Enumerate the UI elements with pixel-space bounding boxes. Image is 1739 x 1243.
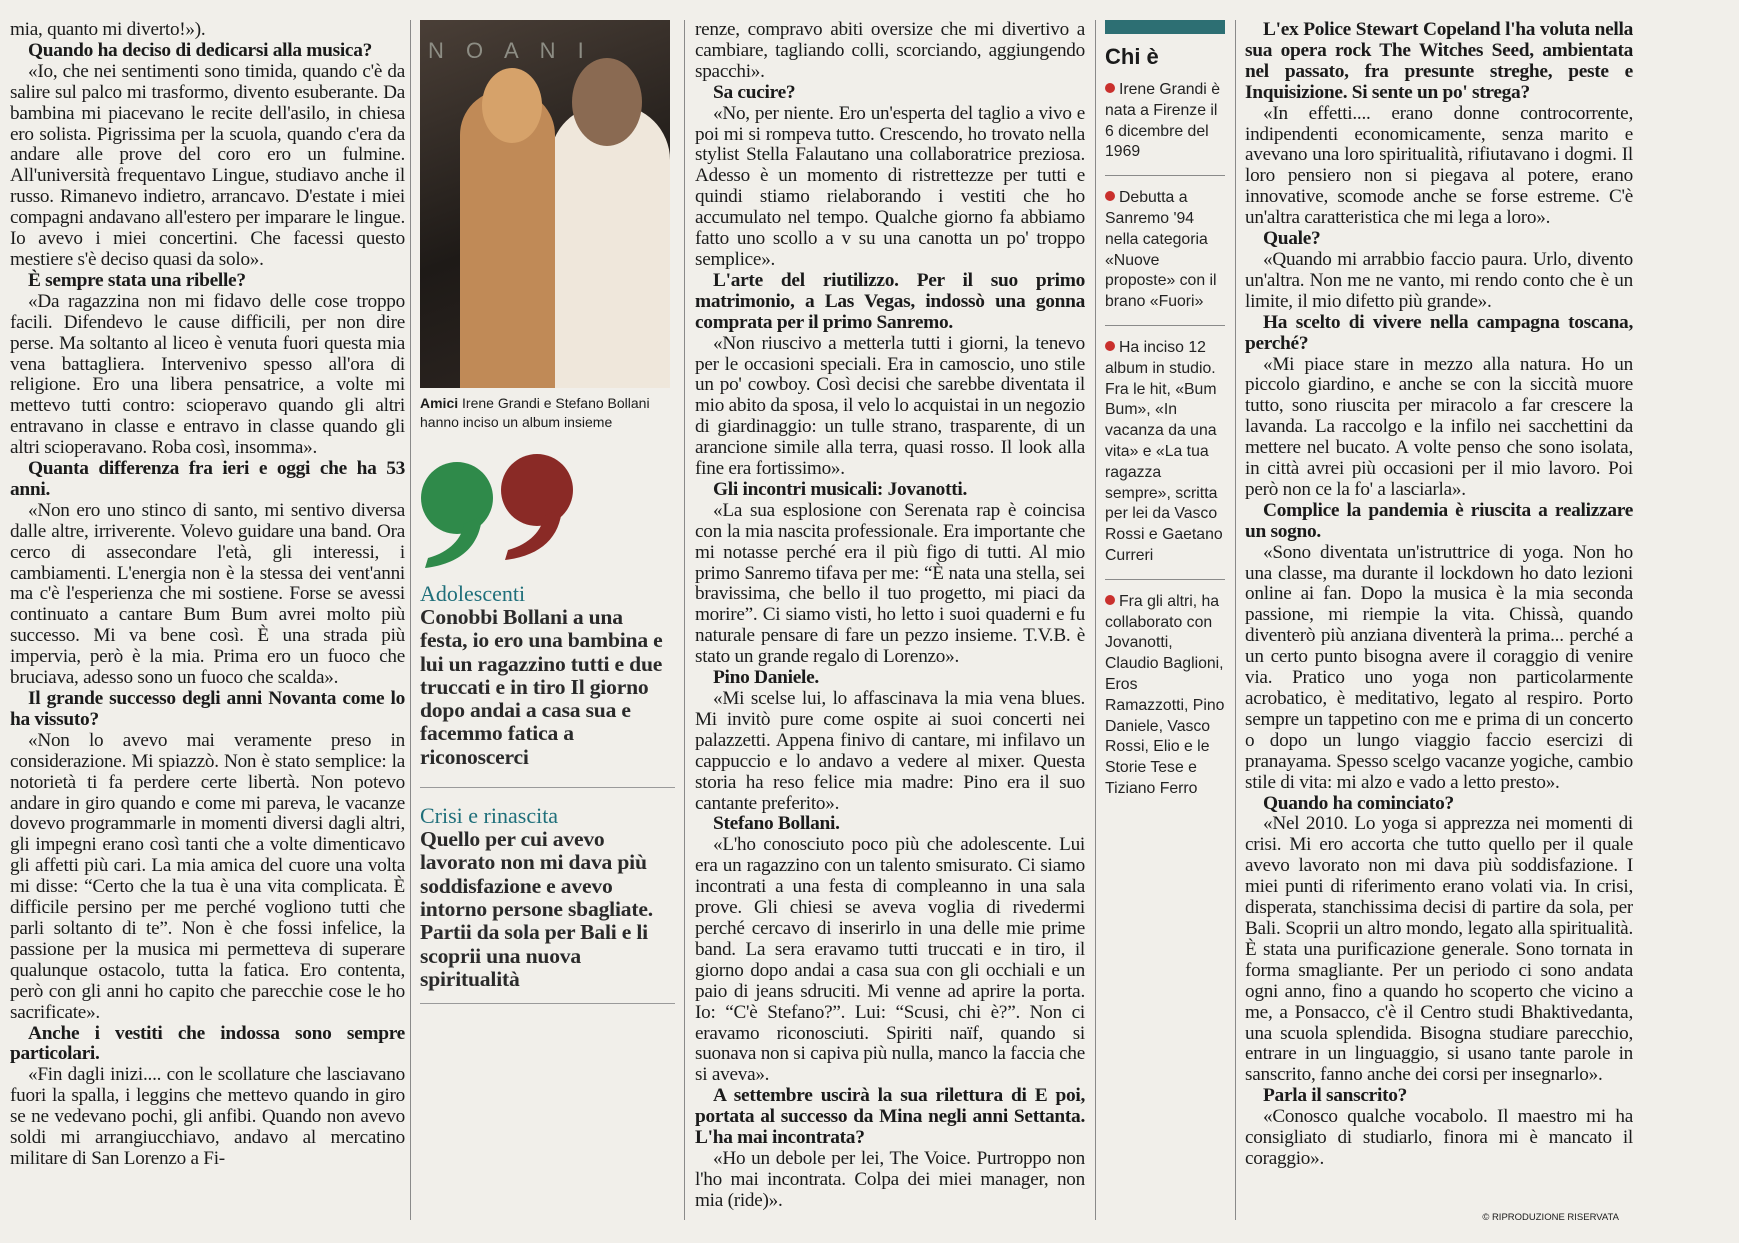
photo-pullquote-column — [420, 20, 675, 1232]
interview-answer: «Mi piace stare in mezzo alla natura. Ho un piccolo giardino, e anche se con la siccità muore tutto, sono riuscita per miracolo a far crescere la lavanda. La raccolgo e la infilo nei sacchettini da mettere nel bucato. A volte penso che sono isolata, in città avrei più occasioni per il mio lavoro. Poi però non ce la fo' a lasciarla». — [1245, 353, 1633, 500]
interview-answer: «Non riuscivo a metterla tutti i giorni, la tenevo per le occasioni speciali. Era in camoscio, uno stile un po' cowboy. Così decisi che sarebbe diventata il mio abito da sposa, il velo lo acquistai in un negozio di giardinaggio: un tulle strano, trasparente, di un arancione simile alla terra, quasi rosso. Il look alla fine era fortissimo». — [695, 332, 1085, 480]
interview-answer: «Non ero uno stinco di santo, mi sentivo diversa dalle altre, irriverente. Volevo guidare una band. Ora cerco di assecondare l'età, gli interessi, i cambiamenti. L'energia non è la stessa dei vent'anni ma c'è l'esperienza che mi sostiene. Forse se avessi continuato a cantare Bum Bum avrei molto più successo. Mi va bene così. È una strada più impervia, però è la mia. Prima ero un fuoco che bruciava, adesso sono un fuoco che scalda». — [10, 499, 405, 689]
interview-answer: «Io, che nei sentimenti sono timida, quando c'è da salire sul palco mi trasformo, divento esuberante. Da bambina mi piacevano le recite dell'asilo, in chiesa ero solista. Pigrissima per la scuola, quando c'era da andare alle prove del coro ero un fulmine. All'università frequentavo Lingue, studiavo anche il russo. Rimanevo indietro, arrancavo. D'estate i miei compagni andavano all'estero per imparare le lingue. Io avevo i miei concertini. Che facessi questo mestiere s'è deciso quasi da solo». — [10, 60, 405, 270]
sidebar-accent-bar — [1105, 20, 1225, 34]
sidebar-item: Debutta a Sanremo '94 nella categoria «Nuove proposte» con il brano «Fuori» — [1105, 189, 1217, 311]
interview-question: Complice la pandemia è riuscita a realizzare un sogno. — [1245, 499, 1633, 542]
interview-question: L'arte del riutilizzo. Per il suo primo matrimonio, a Las Vegas, indossò una gonna comprata per il primo Sanremo. — [695, 269, 1085, 333]
interview-answer: «Fin dagli inizi.... con le scollature che lasciavano fuori la spalla, i leggins che mettevo quando in giro se ne vedevano pochi, gli anfibi. Quando non avevo soldi mi arrangiucchiavo, andavo al mercatino militare di San Lorenzo a Fi- — [10, 1064, 405, 1169]
sidebar-item: Ha inciso 12 album in studio. Fra le hit, «Bum Bum», «In vacanza da una vita» e «La tua ragazza sempre», scritta per lei da Vasco Rossi e Gaetano Curreri — [1105, 338, 1223, 564]
interview-question: Gli incontri musicali: Jovanotti. — [713, 478, 968, 500]
pullquote-kicker-2: Crisi e rinascita — [420, 803, 559, 829]
interview-answer: «Mi scelse lui, lo affascinava la mia vena blues. Mi invitò pure come ospite ai suoi concerti nei palazzetti. Appena finivo di cantare, mi infilavo un cappuccio e lo andavo a vedere al mixer. Questa storia ha reso felice mia madre: Pino era il suo cantante preferito». — [695, 688, 1085, 814]
article-column-5 — [1245, 20, 1633, 1232]
quote-mark-icon — [420, 446, 675, 576]
sidebar-separator — [1105, 579, 1225, 580]
sidebar-title: Chi è — [1105, 44, 1159, 69]
interview-answer: «Quando mi arrabbio faccio paura. Urlo, divento un'altra. Non me ne vanto, mi rendo conto che è un limite, il mio difetto più grande». — [1245, 248, 1633, 312]
interview-question: Anche i vestiti che indossa sono sempre particolari. — [10, 1022, 405, 1065]
interview-answer: «L'ho conosciuto poco più che adolescente. Lui era un ragazzino con un talento smisurato. Ci siamo incontrati a una festa di compleanno in una sala prove. Gli chiesi se aveva voglia di rivedermi perché cercavo di inserirlo in una delle mie prime band. La sera eravamo tutti truccati e in tiro, il giorno dopo andai a casa sua con gli occhiali e un paio di jeans sdruciti. Mi venne ad aprire la porta. Io: “C'è Stefano?”. Lui: “Scusi, chi è?”. Non ci eravamo riconosciuti. Spiriti naïf, quando si suonava non si capiva più nulla, manco la faccia che si aveva». — [695, 834, 1085, 1086]
interview-question: A settembre uscirà la sua rilettura di E poi, portata al successo da Mina negli anni Settanta. L'ha mai incontrata? — [695, 1085, 1085, 1149]
interview-answer: «Da ragazzina non mi fidavo delle cose troppo facili. Difendevo le cause difficili, per non dire perse. Ma soltanto al liceo è venuta fuori questa mia vena battagliera. Intervenivo spesso all'ora di religione. Ero una libera pensatrice, a volte mi mettevo tutti contro: scioperavo quando gli altri entravano in classe e entravo in classe quando gli altri scioperavano. Roba così, insomma». — [10, 290, 405, 459]
article-column-3 — [695, 20, 1085, 1232]
pullquote-text-2: Quello per cui avevo lavorato non mi dava più soddisfazione e avevo intorno persone sbagliate. Partii da sola per Bali e li scoprii una nuova spiritualità — [420, 827, 653, 991]
column-divider — [410, 20, 411, 1220]
sidebar-separator — [1105, 175, 1225, 176]
column-divider — [1095, 20, 1096, 1220]
interview-answer: renze, compravo abiti oversize che mi divertivo a cambiare, tagliando colli, scorciando, aggiungendo spacchi». — [695, 20, 1085, 82]
photo-irene-grandi-stefano-bollani — [420, 20, 670, 388]
sidebar-separator — [1105, 325, 1225, 326]
interview-question: Pino Daniele. — [713, 667, 819, 689]
interview-question: Quando ha deciso di dedicarsi alla musica? — [28, 39, 373, 61]
column-divider — [1235, 20, 1236, 1220]
interview-question: Quando ha cominciato? — [1263, 792, 1454, 814]
interview-question: È sempre stata una ribelle? — [28, 269, 246, 291]
interview-question: L'ex Police Stewart Copeland l'ha voluta nella sua opera rock The Witches Seed, ambientata nel passato, fra presunte streghe, peste e Inquisizione. Si sente un po' strega? — [1245, 20, 1633, 103]
interview-answer: «La sua esplosione con Serenata rap è coincisa con la mia nascita professionale. Era importante che mi notasse perché era il più figo di tutti. Al mio primo Sanremo tifava per me: “È nata una stella, sei bravissima, che bello il tuo progetto, mi piaci da morire”. Ci siamo visti, ho letto i suoi quaderni e fu naturale pensare di fare un pezzo insieme. T.V.B. è stato un grande regalo di Lorenzo». — [695, 499, 1085, 668]
bullet-icon — [1105, 595, 1115, 605]
copyright-notice: © RIPRODUZIONE RISERVATA — [1482, 1212, 1619, 1223]
sidebar-item: Fra gli altri, ha collaborato con Jovanotti, Claudio Baglioni, Eros Ramazzotti, Pino Daniele, Vasco Rossi, Elio e le Storie Tese e Tiziano Ferro — [1105, 592, 1225, 797]
interview-question: Ha scelto di vivere nella campagna toscana, perché? — [1245, 311, 1633, 354]
pullquote-divider — [420, 787, 675, 788]
quote-mark-right-icon — [501, 454, 573, 560]
quote-mark-left-icon — [421, 462, 493, 568]
pullquote-kicker-1: Adolescenti — [420, 581, 526, 606]
bullet-icon — [1105, 341, 1115, 351]
interview-answer: «Nel 2010. Lo yoga si apprezza nei momenti di crisi. Mi ero accorta che tutto quello per il quale avevo lavorato non mi dava più soddisfazione. I miei punti di riferimento erano volati via. In crisi, disperata, stanchissima decisi di partire da sola, per Bali. Scoprii un altro mondo, legato alla spiritualità. È stata una purificazione generale. Sono tornata in forma smagliante. Per un periodo ci sono andata ogni anno, fino a quando ho scoperto che vicino a me, a Ponsacco, c'è il Centro studi Bhaktivedanta, una scuola splendida. Bisogna studiare parecchio, entrare in un linguaggio, si usano tante parole in sanscrito, fanno anche dei corsi per insegnarlo». — [1245, 813, 1633, 1086]
caption-label: Amici — [420, 395, 459, 411]
article-column-1 — [10, 20, 405, 1232]
bullet-icon — [1105, 83, 1115, 93]
photo-background-letters: N O A N I — [428, 38, 592, 63]
pullquote-divider-bottom — [420, 1003, 675, 1004]
interview-answer: «Sono diventata un'istruttrice di yoga. Non ho una classe, ma durante il lockdown ho dato lezioni online ai fan. Dopo la musica è la mia seconda passione, mi riempie la vita. Chissà, quando diventerò più anziana diventerà la prima... perché a un certo punto bisogna avere il coraggio di venire via. Pratico uno yoga non particolarmente acrobatico, è meditativo, legato al respiro. Porto sempre un tappetino con me e prima di un concerto o dopo un lungo viaggio faccio esercizi di pranayama. Spesso scelgo vacanze yogiche, cambio stile di vita: mi alzo e vado a letto presto». — [1245, 541, 1633, 793]
pullquote-text-1: Conobbi Bollani a una festa, io ero una bambina e lui un ragazzino tutti e due truccati e in tiro Il giorno dopo andai a casa sua e facemmo fatica a riconoscerci — [420, 605, 663, 769]
interview-answer: «No, per niente. Ero un'esperta del taglio a vivo e poi mi si rompeva tutto. Crescendo, ho trovato nella stylist Stella Falautano una collaboratrice preziosa. Adesso è un momento di ristrettezze per tutti e quindi stiamo rielaborando i vestiti che ho accumulato nel tempo. Qualche giorno fa abbiamo fatto uno scollo a v su una canotta un po' troppo semplice». — [695, 102, 1085, 270]
interview-question: Il grande successo degli anni Novanta come lo ha vissuto? — [10, 688, 405, 730]
interview-answer: «Ho un debole per lei, The Voice. Purtroppo non l'ho mai incontrata. Colpa dei miei manager, non mia (ride)». — [695, 1147, 1085, 1211]
bullet-icon — [1105, 191, 1115, 201]
interview-question: Parla il sanscrito? — [1263, 1085, 1408, 1107]
interview-answer: «Non lo avevo mai veramente preso in considerazione. Mi spiazzò. Non è stato semplice: la notorietà ti fa perdere certe libertà. Non potevo andare in giro quando e come mi pareva, le vacanze dovevo programmarle in momenti diversi dagli altri, gli impegni erano così tanti che a volte dimenticavo gli affetti più cari. La mia amica del cuore una volta mi disse: “Certo che la tua è una vita complicata. È difficile persino per me perché vogliono tutti che parli soltanto di te”. Non è che fossi infelice, la passione per la musica mi permetteva di superare qualunque ostacolo, tutta la fatica. Ero contenta, però con gli anni ho capito che parecchie cose le ho sacrificate». — [10, 729, 405, 1023]
interview-answer: «Conosco qualche vocabolo. Il maestro mi ha consigliato di studiarlo, finora mi è mancato il coraggio». — [1245, 1106, 1633, 1169]
interview-question: Sa cucire? — [713, 81, 796, 103]
sidebar-chi-e — [1105, 20, 1225, 1120]
interview-question: Quale? — [1263, 228, 1321, 250]
interview-answer: mia, quanto mi diverto!»). — [10, 20, 206, 40]
column-divider — [684, 20, 685, 1220]
interview-question: Quanta differenza fra ieri e oggi che ha 53 anni. — [10, 458, 405, 500]
photo-caption — [420, 394, 675, 432]
sidebar-item: Irene Grandi è nata a Firenze il 6 dicembre del 1969 — [1105, 81, 1220, 161]
interview-answer: «In effetti.... erano donne controcorrente, indipendenti economicamente, senza marito e avevano una loro spiritualità, rifiutavano i dogmi. Il loro pensiero non si piegava al potere, erano innovative, scomode anche se forse estreme. C'è un'altra caratteristica che mi lega a loro». — [1245, 102, 1633, 229]
interview-question: Stefano Bollani. — [713, 813, 840, 835]
caption-text: Irene Grandi e Stefano Bollani hanno inciso un album insieme — [420, 395, 650, 430]
